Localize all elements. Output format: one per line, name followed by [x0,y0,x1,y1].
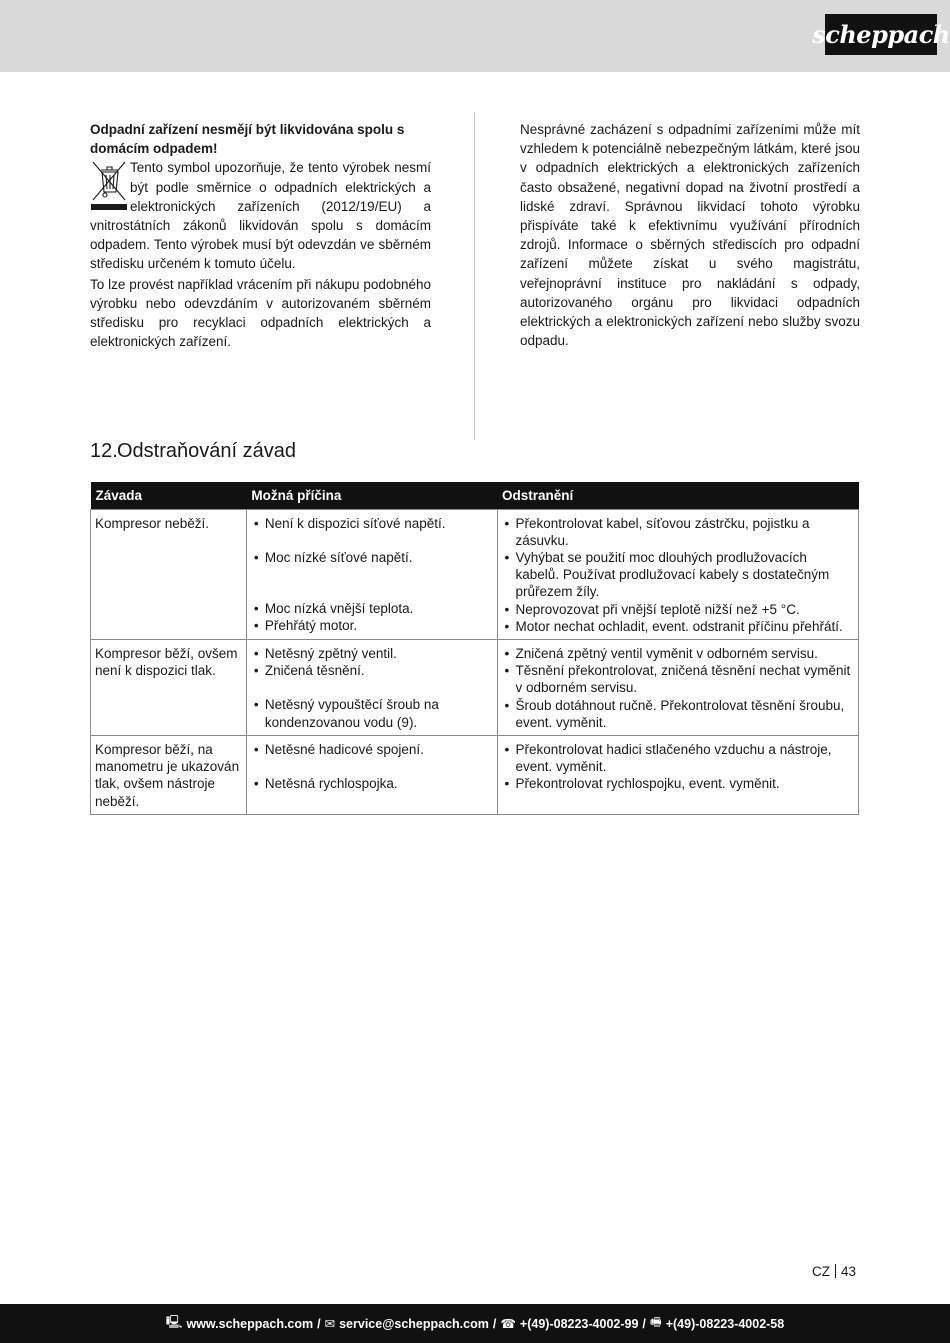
remedy-item: • Neprovozovat při vnější teplotě nižší než +5 °C. [502,601,854,618]
remedy-cell [497,735,858,814]
phone-icon: ☎ [500,1317,516,1331]
footer-website[interactable]: www.scheppach.com [186,1316,314,1331]
cause-cell [246,639,497,735]
right-column [520,120,860,350]
remedy-item: • Překontrolovat hadici stlačeného vzduchu a nástroje, event. vyměnit. [502,741,854,775]
page-number-value: 43 [841,1264,857,1279]
header-remedy: Odstranění [497,482,858,509]
footer-fax: +(49)-08223-4002-58 [665,1316,785,1331]
fault-cell: Kompresor neběží. [91,509,247,639]
disposal-heading: Odpadní zařízení nesmějí být likvidována spolu s domácím odpadem! [90,122,405,157]
remedy-item: • Překontrolovat rychlospojku, event. vyměnit. [502,775,854,792]
page-number-divider [835,1264,836,1278]
remedy-item: • Těsnění překontrolovat, zničená těsnění nechat vyměnit v odborném servisu. [502,662,854,696]
disposal-paragraph-1 [90,158,431,273]
fax-icon: 🖷 [649,1315,662,1329]
footer-email[interactable]: service@scheppach.com [339,1316,489,1331]
cause-cell [246,509,497,639]
column-divider [474,112,475,440]
footer-separator: / [642,1316,646,1331]
crossed-out-wheelie-bin-icon [90,159,128,213]
header-band [0,0,950,72]
cause-item: • Moc nízká vnější teplota. [251,600,493,617]
remedy-item: • Vyhýbat se použití moc dlouhých prodlužovacích kabelů. Používat prodlužovací kabely s dostatečným průřezem žíly. [502,549,854,601]
footer-separator: / [317,1316,321,1331]
cause-item: • Netěsné hadicové spojení. [251,741,493,758]
page-number [812,1264,856,1279]
fault-cell: Kompresor běží, ovšem není k dispozici tlak. [91,639,247,735]
cause-item: • Netěsný vypouštěcí šroub na kondenzovanou vodu (9). [251,696,493,730]
disposal-text-1: Tento symbol upozorňuje, že tento výrobek nesmí být podle směrnice o odpadních elektrických a elektronických zařízeních (2012/19/EU) a vnitrostátních zákonů likvidován spolu s domácím odpadem. Tento výrobek musí být odevzdán ve sběrném středisku určeném k tomuto účelu. [90,160,431,272]
computer-icon: 🖳 [165,1315,183,1329]
table-row [91,735,859,814]
cause-item: • Zničená těsnění. [251,662,493,679]
remedy-item: • Motor nechat ochladit, event. odstranit příčinu přehřátí. [502,618,854,635]
remedy-item: • Šroub dotáhnout ručně. Překontrolovat těsnění šroubu, event. vyměnit. [502,697,854,731]
section-title: Odstraňování závad [117,440,296,462]
table-row [91,639,859,735]
remedy-item: • Zničená zpětný ventil vyměnit v odborném servisu. [502,645,854,662]
logo-text: scheppach [812,20,950,49]
table-row [91,509,859,639]
troubleshooting-table [90,482,859,815]
cause-cell [246,735,497,814]
header-fault: Závada [91,482,247,509]
footer-separator: / [492,1316,497,1331]
cause-item: • Moc nízké síťové napětí. [251,549,493,566]
scheppach-logo [812,14,950,55]
cause-item: • Netěsný zpětný ventil. [251,645,493,662]
remedy-item: • Překontrolovat kabel, síťovou zástrčku, pojistku a zásuvku. [502,515,854,549]
section-number: 12. [90,440,118,462]
fault-cell: Kompresor běží, na manometru je ukazován tlak, ovšem nástroje neběží. [91,735,247,814]
section-heading [90,440,296,463]
cause-item: • Přehřátý motor. [251,617,493,634]
cause-item: • Netěsná rychlospojka. [251,775,493,792]
page-language: CZ [812,1264,830,1279]
mail-icon: ✉ [324,1317,336,1331]
header-cause: Možná příčina [246,482,497,509]
left-column [90,120,431,351]
environment-paragraph: Nesprávné zacházení s odpadními zařízeními může mít vzhledem k potenciálně nebezpečným látkám, které jsou v odpadních elektrických a elektronických zařízeních často obsažené, negativní dopad na životní prostředí a lidské zdraví. Správnou likvidací tohoto výrobku přispíváte také k efektivnímu využívání přírodních zdrojů. Informace o sběrných střediscích pro odpadní zařízení můžete získat u svého magistrátu, veřejnoprávní instituce pro nakládání s odpady, autorizovaného orgánu pro likvidaci odpadních elektrických a elektronických zařízení nebo služby svozu odpadu. [520,122,860,349]
remedy-cell [497,509,858,639]
remedy-cell [497,639,858,735]
table-header-row [91,482,859,509]
disposal-paragraph-2: To lze provést například vrácením při nákupu podobného výrobku nebo odevzdáním v autorizovaném sběrném středisku pro recyklaci odpadních elektrických a elektronických zařízení. [90,276,431,350]
cause-item: • Není k dispozici síťové napětí. [251,515,493,532]
footer-phone: +(49)-08223-4002-99 [519,1316,639,1331]
footer-bar [0,1304,950,1343]
